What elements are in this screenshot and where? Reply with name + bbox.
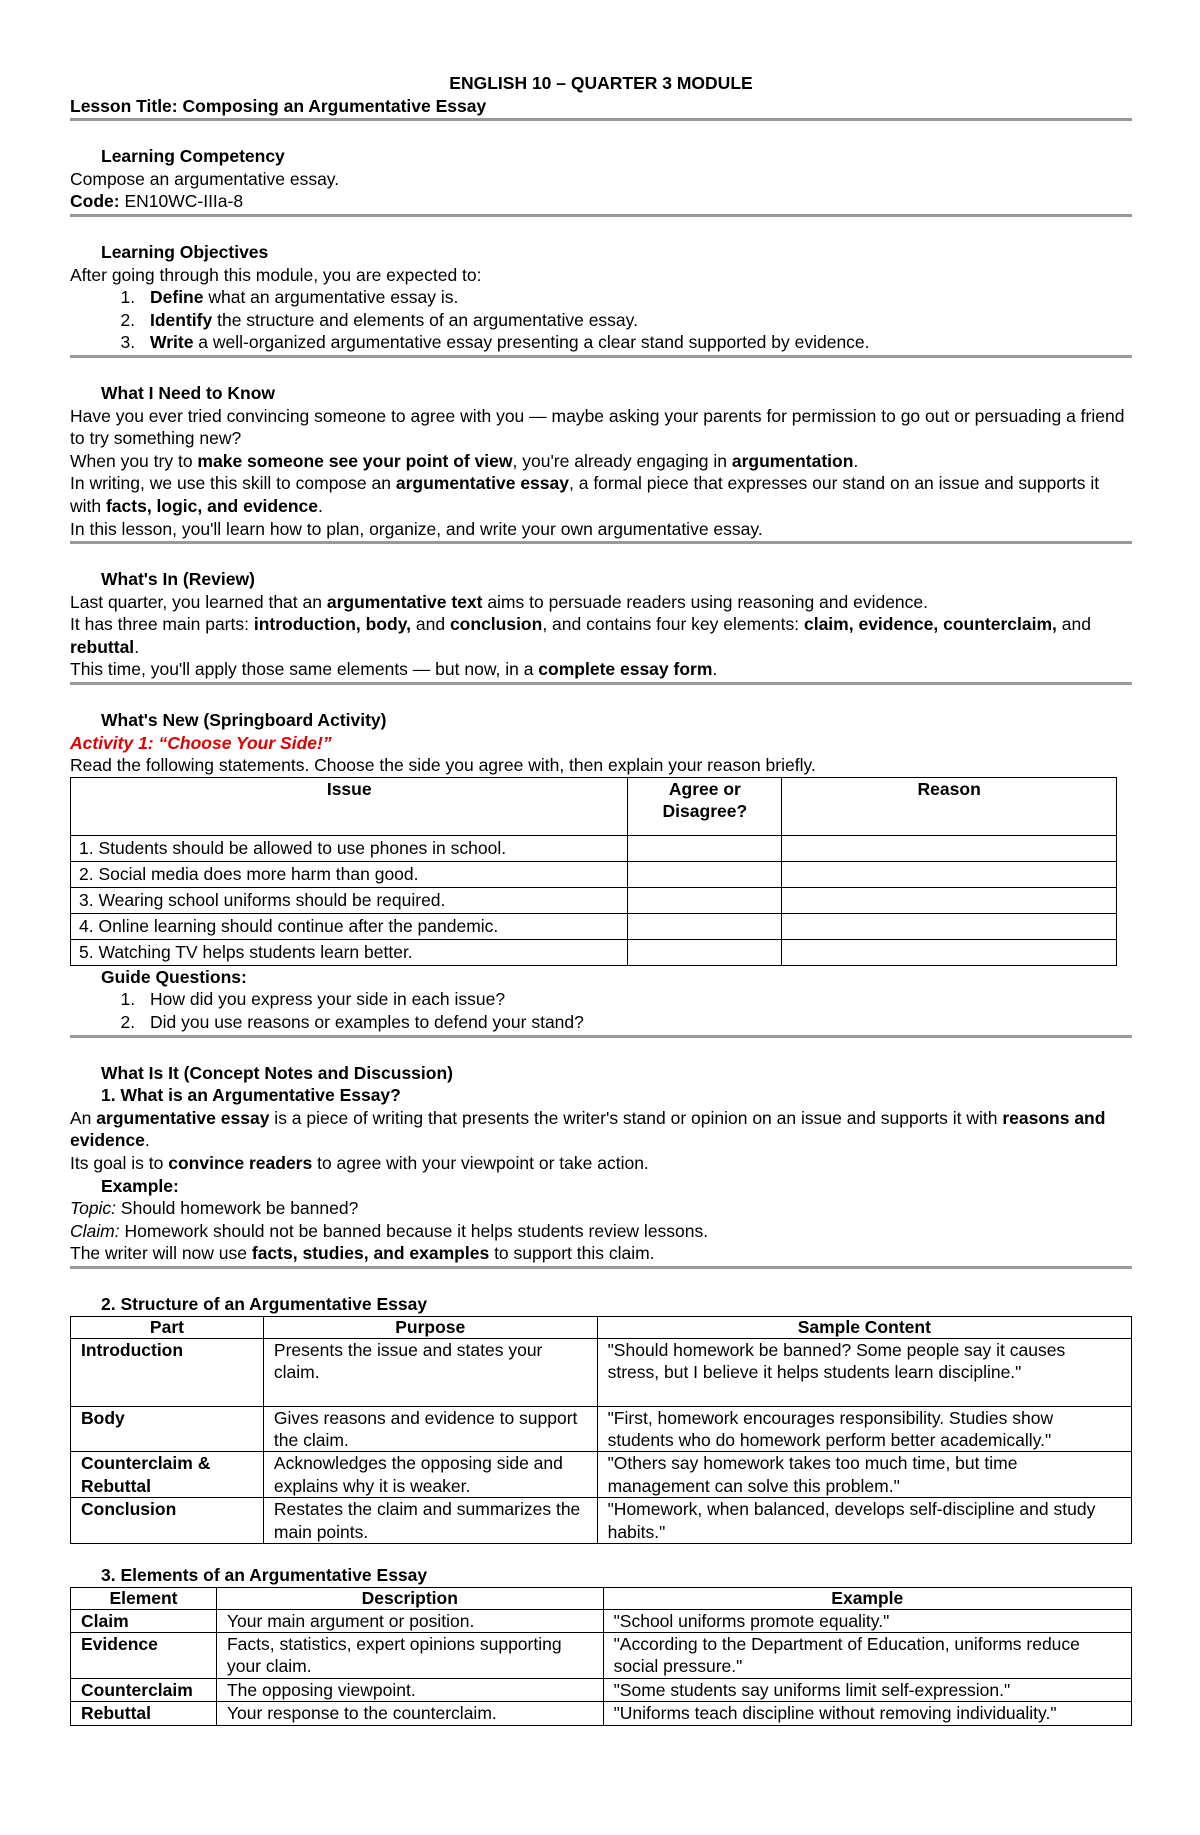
guide-question: 2. Did you use reasons or examples to defend your stand? [140, 1011, 1132, 1034]
column-header-issue: Issue [71, 777, 628, 835]
example-label: Example: [101, 1175, 179, 1196]
column-header-sample: Sample Content [597, 1316, 1131, 1338]
element-cell: Rebuttal [71, 1702, 217, 1725]
description-cell: Your response to the counterclaim. [216, 1702, 603, 1725]
table-row [71, 1498, 1132, 1544]
structure-heading: 2. Structure of an Argumentative Essay [101, 1293, 428, 1314]
guide-question: 1. How did you express your side in each issue? [140, 988, 1132, 1011]
elements-heading: 3. Elements of an Argumentative Essay [101, 1565, 428, 1585]
whats-in-p2: It has three main parts: introduction, body, and conclusion, and contains four key elements: claim, evidence, counterclaim, and rebuttal. [70, 614, 1091, 657]
element-cell: Counterclaim [71, 1678, 217, 1701]
section-divider [70, 1035, 1132, 1038]
lesson-title: Composing an Argumentative Essay [182, 95, 487, 116]
reason-answer-cell[interactable] [782, 861, 1117, 887]
competency-code-line [70, 190, 1132, 213]
table-row [71, 1338, 1132, 1406]
issue-cell: 5. Watching TV helps students learn better. [71, 939, 628, 965]
structure-header-row [71, 1316, 1132, 1338]
structure-table [70, 1316, 1132, 1544]
competency-heading: Learning Competency [101, 146, 285, 167]
sample-cell: "Homework, when balanced, develops self-discipline and study habits." [597, 1498, 1131, 1544]
whats-in-p1: Last quarter, you learned that an argumentative text aims to persuade readers using reasoning and evidence. [70, 591, 929, 612]
what-is-it-heading: What Is It (Concept Notes and Discussion) [101, 1062, 453, 1083]
need-to-know-p1: Have you ever tried convincing someone to agree with you — maybe asking your parents for permission to go out or persuading a friend to try something new? [70, 405, 1125, 449]
section-divider [70, 214, 1132, 217]
need-to-know-p2: When you try to make someone see your point of view, you're already engaging in argumentation. [70, 450, 859, 471]
section-divider [70, 541, 1132, 544]
lesson-title-label: Lesson Title: [70, 95, 178, 116]
need-to-know-p4: In this lesson, you'll learn how to plan, organize, and write your own argumentative essay. [70, 518, 763, 539]
section-divider [70, 1266, 1132, 1269]
section-divider [70, 682, 1132, 685]
activity-instructions: Read the following statements. Choose the side you agree with, then explain your reason briefly. [70, 755, 816, 776]
part-cell: Conclusion [71, 1498, 264, 1544]
table-row [71, 861, 1117, 887]
part-cell: Body [71, 1406, 264, 1452]
column-header-reason: Reason [782, 777, 1117, 835]
reason-answer-cell[interactable] [782, 887, 1117, 913]
table-row [71, 835, 1117, 861]
competency-code: EN10WC-IIIa-8 [124, 191, 244, 212]
table-row [71, 887, 1117, 913]
whats-new-heading: What's New (Springboard Activity) [101, 710, 387, 731]
reason-answer-cell[interactable] [782, 939, 1117, 965]
column-header-example: Example [603, 1587, 1131, 1609]
purpose-cell: Acknowledges the opposing side and explains why it is weaker. [263, 1452, 597, 1498]
description-cell: Your main argument or position. [216, 1609, 603, 1632]
table-row [71, 1609, 1132, 1632]
sample-cell: "Others say homework takes too much time, but time management can solve this problem." [597, 1452, 1131, 1498]
objectives-list [70, 286, 1132, 354]
example-cell: "According to the Department of Education, uniforms reduce social pressure." [603, 1633, 1131, 1679]
table-row [71, 1452, 1132, 1498]
objective-verb: Identify [150, 309, 213, 330]
column-header-description: Description [216, 1587, 603, 1609]
part-cell: Introduction [71, 1338, 264, 1406]
support-paragraph: The writer will now use facts, studies, and examples to support this claim. [70, 1243, 655, 1264]
elements-header-row [71, 1587, 1132, 1609]
whats-in-heading: What's In (Review) [101, 569, 255, 590]
objective-text: what an argumentative essay is. [203, 287, 459, 308]
what-is-it-subheading: 1. What is an Argumentative Essay? [101, 1085, 401, 1106]
issue-cell: 3. Wearing school uniforms should be required. [71, 887, 628, 913]
element-cell: Evidence [71, 1633, 217, 1679]
purpose-cell: Presents the issue and states your claim. [263, 1338, 597, 1406]
column-header-agree: Agree or Disagree? [628, 777, 782, 835]
objective-item [140, 309, 1132, 332]
table-row [71, 939, 1117, 965]
module-page [70, 72, 1132, 1726]
issue-cell: 4. Online learning should continue after the pandemic. [71, 913, 628, 939]
competency-text: Compose an argumentative essay. [70, 168, 340, 189]
example-cell: "School uniforms promote equality." [603, 1609, 1131, 1632]
reason-answer-cell[interactable] [782, 835, 1117, 861]
module-title: ENGLISH 10 – QUARTER 3 MODULE [449, 73, 753, 93]
column-header-element: Element [71, 1587, 217, 1609]
element-cell: Claim [71, 1609, 217, 1632]
agree-answer-cell[interactable] [628, 835, 782, 861]
column-header-part: Part [71, 1316, 264, 1338]
spacer [70, 1544, 1132, 1564]
example-topic: Topic: Should homework be banned? [70, 1198, 359, 1219]
objective-text: a well-organized argumentative essay presenting a clear stand supported by evidence. [193, 332, 870, 353]
table-row [71, 1702, 1132, 1725]
code-label: Code: [70, 191, 120, 212]
section-divider [70, 355, 1132, 358]
objectives-intro: After going through this module, you are expected to: [70, 264, 482, 285]
table-row [71, 1406, 1132, 1452]
purpose-cell: Restates the claim and summarizes the main points. [263, 1498, 597, 1544]
need-to-know-heading: What I Need to Know [101, 382, 276, 403]
table-row [71, 1678, 1132, 1701]
example-cell: "Some students say uniforms limit self-expression." [603, 1678, 1131, 1701]
elements-table [70, 1587, 1132, 1726]
objectives-heading: Learning Objectives [101, 241, 269, 262]
guide-questions-list [70, 988, 1132, 1033]
purpose-cell: Gives reasons and evidence to support the claim. [263, 1406, 597, 1452]
description-cell: Facts, statistics, expert opinions supporting your claim. [216, 1633, 603, 1679]
part-cell: Counterclaim & Rebuttal [71, 1452, 264, 1498]
lesson-title-line [70, 95, 1132, 118]
objective-verb: Write [150, 332, 194, 353]
sample-cell: "Should homework be banned? Some people say it causes stress, but I believe it helps students learn discipline." [597, 1338, 1131, 1406]
definition-paragraph: An argumentative essay is a piece of writing that presents the writer's stand or opinion on an issue and supports it with reasons and evidence. [70, 1107, 1106, 1151]
activity-title: Activity 1: “Choose Your Side!” [70, 732, 332, 753]
activity-table [70, 777, 1117, 966]
column-header-purpose: Purpose [263, 1316, 597, 1338]
issue-cell: 1. Students should be allowed to use phones in school. [71, 835, 628, 861]
agree-answer-cell[interactable] [628, 939, 782, 965]
goal-paragraph: Its goal is to convince readers to agree with your viewpoint or take action. [70, 1153, 649, 1173]
objective-item [140, 286, 1132, 309]
issue-cell: 2. Social media does more harm than good. [71, 861, 628, 887]
table-row [71, 913, 1117, 939]
description-cell: The opposing viewpoint. [216, 1678, 603, 1701]
example-cell: "Uniforms teach discipline without removing individuality." [603, 1702, 1131, 1725]
whats-in-p3: This time, you'll apply those same elements — but now, in a complete essay form. [70, 659, 718, 680]
agree-answer-cell[interactable] [628, 887, 782, 913]
objective-verb: Define [150, 287, 204, 308]
agree-answer-cell[interactable] [628, 913, 782, 939]
sample-cell: "First, homework encourages responsibility. Studies show students who do homework perform better academically." [597, 1406, 1131, 1452]
activity-header-row [71, 777, 1117, 835]
need-to-know-p3: In writing, we use this skill to compose an argumentative essay, a formal piece that expresses our stand on an issue and supports it with facts, logic, and evidence. [70, 473, 1100, 516]
agree-answer-cell[interactable] [628, 861, 782, 887]
guide-questions-heading: Guide Questions: [101, 966, 247, 987]
reason-answer-cell[interactable] [782, 913, 1117, 939]
section-divider [70, 118, 1132, 121]
objective-item [140, 331, 1132, 354]
example-claim: Claim: Homework should not be banned because it helps students review lessons. [70, 1220, 709, 1241]
table-row [71, 1633, 1132, 1679]
objective-text: the structure and elements of an argumentative essay. [212, 309, 638, 330]
